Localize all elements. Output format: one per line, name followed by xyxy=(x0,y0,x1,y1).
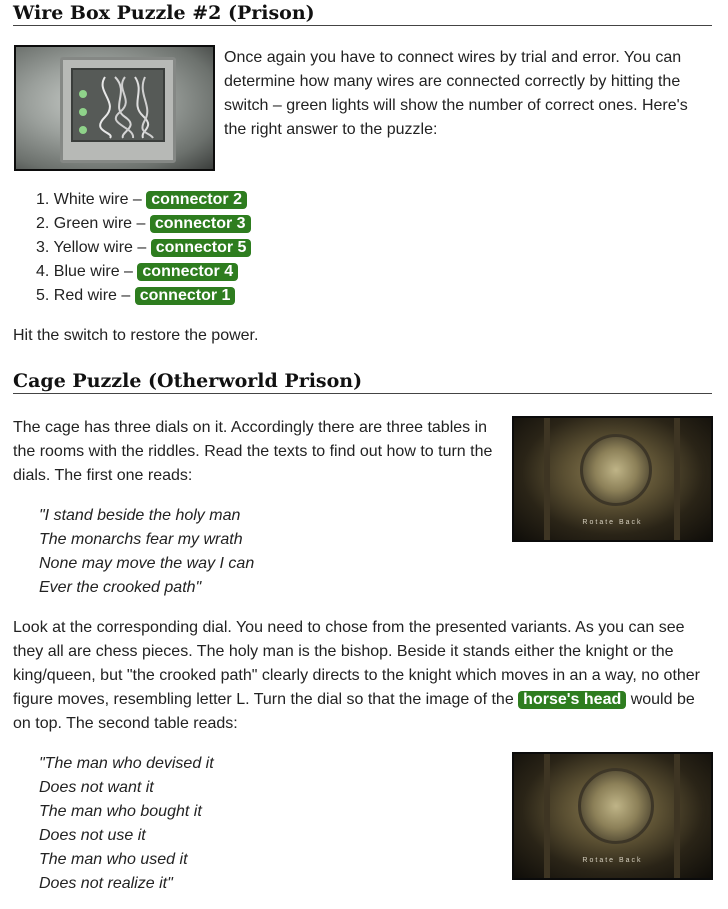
connector-badge: connector 2 xyxy=(146,191,247,209)
connector-badge: connector 1 xyxy=(135,287,236,305)
list-item: 2. Green wire – connector 3 xyxy=(36,212,251,236)
riddle-line: Does not realize it" xyxy=(39,875,173,892)
list-item: 3. Yellow wire – connector 5 xyxy=(36,236,251,260)
list-item: 5. Red wire – connector 1 xyxy=(36,284,251,308)
riddle-line: "The man who devised it xyxy=(39,755,214,772)
riddle-line: "I stand beside the holy man xyxy=(39,507,241,524)
wire-box-intro: Once again you have to connect wires by trial and error. You can determine how many wires are connected correctly by hitting the switch – green lights will show the number of correct ones. Here's the right answer to the puzzle: xyxy=(224,49,688,138)
riddle-line: The monarchs fear my wrath xyxy=(39,531,243,548)
wire-answer-list xyxy=(36,188,251,308)
riddle-line: Does not want it xyxy=(39,779,154,796)
horses-head-highlight: horse's head xyxy=(518,691,626,709)
riddle-line: The man who bought it xyxy=(39,803,202,820)
list-item: 4. Blue wire – connector 4 xyxy=(36,260,251,284)
riddle-line: Ever the crooked path" xyxy=(39,579,202,596)
image-caption: Rotate Back xyxy=(582,857,643,864)
section-heading-wire-box: Wire Box Puzzle #2 (Prison) xyxy=(13,2,712,26)
list-item: 1. White wire – connector 2 xyxy=(36,188,251,212)
wire-box-screenshot xyxy=(14,45,215,171)
riddle-1 xyxy=(39,504,254,600)
riddle-2 xyxy=(39,752,214,896)
cage-dial-screenshot-2 xyxy=(512,752,713,880)
riddle-line: Does not use it xyxy=(39,827,146,844)
section-heading-cage-puzzle: Cage Puzzle (Otherworld Prison) xyxy=(13,370,712,394)
riddle-line: None may move the way I can xyxy=(39,555,255,572)
connector-badge: connector 3 xyxy=(150,215,251,233)
riddle-line: The man who used it xyxy=(39,851,188,868)
image-caption: Rotate Back xyxy=(582,519,643,526)
wire-box-outro: Hit the switch to restore the power. xyxy=(13,327,259,344)
cage-dial-screenshot-1 xyxy=(512,416,713,542)
cage-explanation: Look at the corresponding dial. You need to chose from the presented variants. As you can see they all are chess pieces. The holy man is the bishop. Beside it stands either the knight or the king/queen, but "the crooked path" clearly directs to the knight which moves in an a way, no other figure moves, resembling letter L. Turn the dial so that the image of the horse's head would be on top. The second table reads: xyxy=(13,619,701,732)
connector-badge: connector 4 xyxy=(137,263,238,281)
cage-intro: The cage has three dials on it. Accordingly there are three tables in the rooms with the riddles. Read the texts to find out how to turn the dials. The first one reads: xyxy=(13,419,493,484)
connector-badge: connector 5 xyxy=(151,239,252,257)
